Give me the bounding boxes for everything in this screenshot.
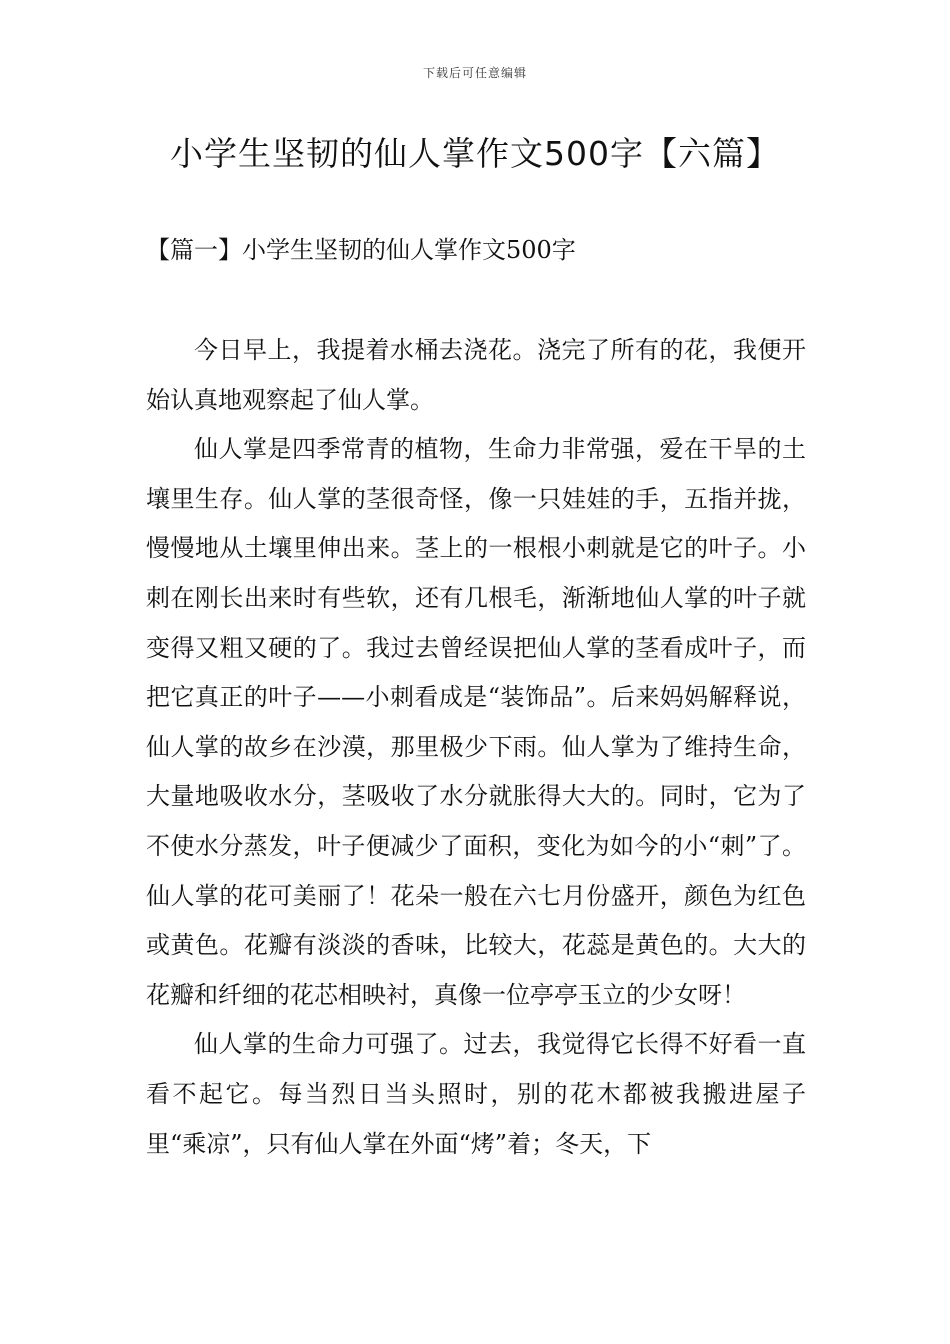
header-note: 下载后可任意编辑 <box>422 66 527 80</box>
paragraph: 今日早上，我提着水桶去浇花。浇完了所有的花，我便开始认真地观察起了仙人掌。 <box>146 336 806 414</box>
section-heading: 【篇一】小学生坚韧的仙人掌作文500字 <box>146 236 576 264</box>
paragraph: 仙人掌是四季常青的植物，生命力非常强，爱在干旱的土壤里生存。仙人掌的茎很奇怪，像一只娃娃的手，五指并拢，慢慢地从土壤里伸出来。茎上的一根根小刺就是它的叶子。小刺在刚长出来时有些软，还有几根毛，渐渐地仙人掌的叶子就变得又粗又硬的了。我过去曾经误把仙人掌的茎看成叶子，而把它真正的叶子——小刺看成是“装饰品”。后来妈妈解释说，仙人掌的故乡在沙漠，那里极少下雨。仙人掌为了维持生命，大量地吸收水分，茎吸收了水分就胀得大大的。同时，它为了不使水分蒸发，叶子便减少了面积，变化为如今的小“刺”了。仙人掌的花可美丽了！花朵一般在六七月份盛开，颜色为红色或黄色。花瓣有淡淡的香味，比较大，花蕊是黄色的。大大的花瓣和纤细的花芯相映衬，真像一位亭亭玉立的少女呀！ <box>146 435 806 1009</box>
body-text <box>146 326 806 1169</box>
document-title: 小学生坚韧的仙人掌作文500字【六篇】 <box>170 134 780 173</box>
paragraph: 仙人掌的生命力可强了。过去，我觉得它长得不好看一直看不起它。每当烈日当头照时，别的花木都被我搬进屋子里“乘凉”，只有仙人掌在外面“烤”着；冬天，下 <box>146 1030 806 1158</box>
